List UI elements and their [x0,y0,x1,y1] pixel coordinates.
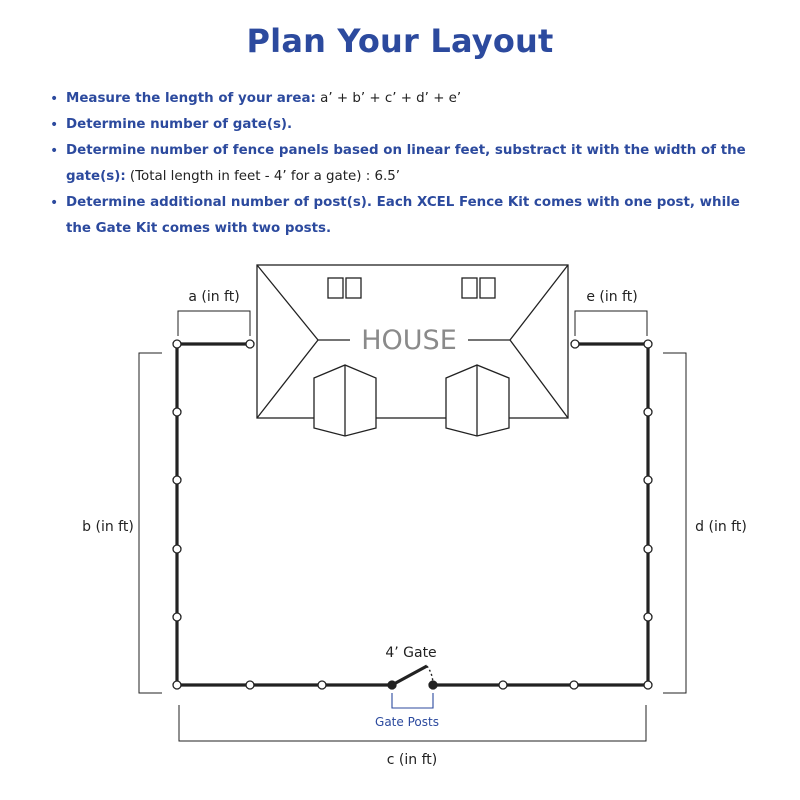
dimension-d-label: d (in ft) [695,519,747,535]
window-left [328,278,361,298]
instruction-bold: Determine number of fence panels based on linear feet, substract it with the width of the gate(s): [66,143,746,184]
fence-post [644,681,652,689]
fence-post [644,545,652,553]
house-bay-left [314,365,376,436]
fence-post [173,545,181,553]
fence-post [173,681,181,689]
gate-label: 4’ Gate [385,645,437,661]
dimension-brackets [139,311,686,741]
fence-post [246,681,254,689]
house-bay-right [446,365,509,436]
gate [392,666,433,685]
instruction-bold: Measure the length of your area: [66,91,316,106]
gate-leaf [392,666,427,685]
dimension-e-label: e (in ft) [586,289,638,305]
fence-post [499,681,507,689]
gate-post-latch [429,681,437,689]
gate-posts-bracket [392,693,433,708]
fence-post [173,613,181,621]
dimension-a [178,311,250,336]
fence-posts [173,340,652,689]
house-label: HOUSE [361,325,457,356]
fence-lines [177,344,648,685]
dimension-c-label: c (in ft) [386,752,438,768]
dimension-a-label: a (in ft) [188,289,240,305]
fence-post [173,408,181,416]
fence-post [644,476,652,484]
instruction-normal: (Total length in feet - 4’ for a gate) : 6.5’ [125,169,401,184]
dimension-b [139,353,162,693]
page-title: Plan Your Layout [246,22,554,60]
house-roof-right [510,265,568,418]
fence-post [173,340,181,348]
window-right [462,278,495,298]
fence-post [644,340,652,348]
gate-posts [388,681,437,689]
fence-post [570,681,578,689]
dimension-b-label: b (in ft) [82,519,134,535]
fence-post [318,681,326,689]
fence-post [246,340,254,348]
instruction-bold: Determine number of gate(s). [66,117,293,132]
fence-post [571,340,579,348]
fence-post [644,613,652,621]
house-roof-left [257,265,318,418]
dimension-e [575,311,647,336]
instruction-normal: a’ + b’ + c’ + d’ + e’ [315,91,462,106]
gate-posts-label: Gate Posts [375,715,439,729]
instruction-bold: Determine additional number of post(s). Each XCEL Fence Kit comes with one post, while the Gate Kit comes with two posts. [66,195,740,236]
dimension-d [663,353,686,693]
fence-post [173,476,181,484]
fence-post [644,408,652,416]
gate-post-hinge [388,681,396,689]
